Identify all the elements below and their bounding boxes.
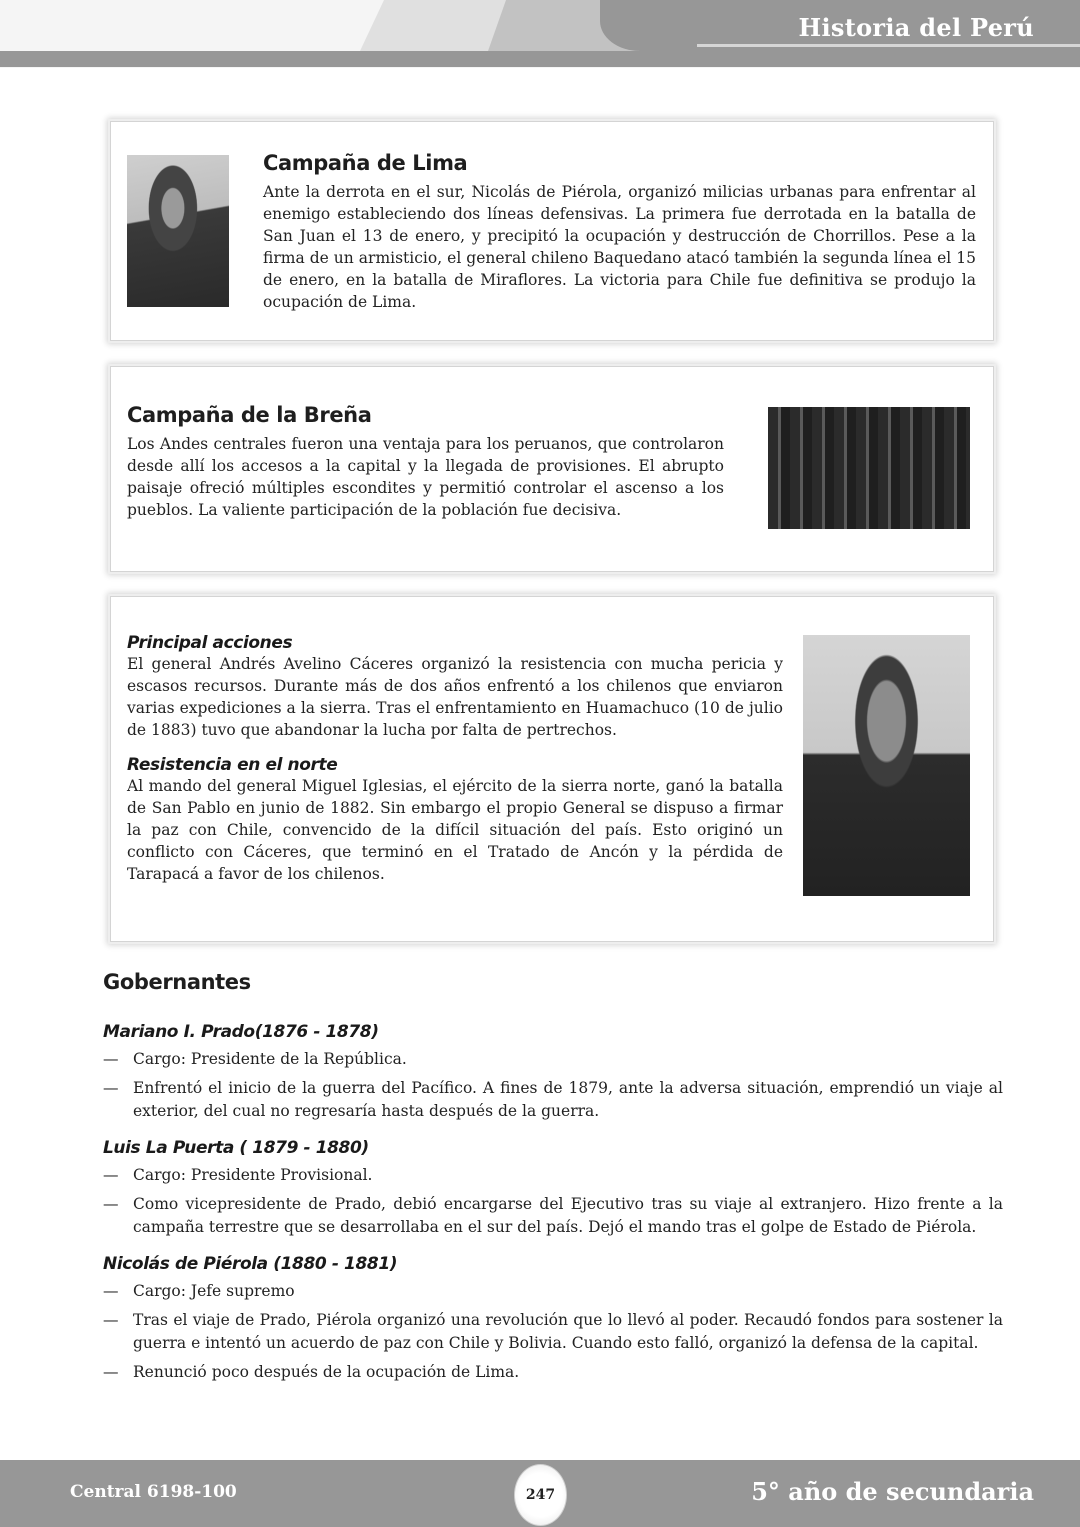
ruler-entry (103, 1022, 1003, 1123)
resistencia-norte-title: Resistencia en el norte (127, 755, 338, 775)
ruler-details (103, 1164, 1003, 1239)
dash-bullet-icon: — (103, 1050, 119, 1068)
campana-brena-title: Campaña de la Breña (127, 403, 372, 427)
list-item (103, 1164, 1003, 1187)
dash-bullet-icon: — (103, 1282, 119, 1300)
list-item-text: Cargo: Presidente Provisional. (133, 1166, 373, 1184)
ruler-entry (103, 1254, 1003, 1384)
page-header (0, 0, 1080, 68)
campana-lima-box (110, 121, 994, 341)
principal-acciones-text: El general Andrés Avelino Cáceres organizó la resistencia con mucha pericia y escasos recursos. Durante más de dos años enfrentó a los chilenos que enviaron varias expediciones a la sierra. Tras el enfrentamiento en Huamachuco (10 de julio de 1883) tuvo que abandonar la lucha por falta de pertrechos. (127, 655, 783, 739)
dash-bullet-icon: — (103, 1195, 119, 1213)
ruler-name: Mariano I. Prado(1876 - 1878) (103, 1022, 379, 1042)
campana-brena-text: Los Andes centrales fueron una ventaja para los peruanos, que controlaron desde allí los accesos a la capital y la llegada de provisiones. El abrupto paisaje ofreció múltiples escondites y permitió controlar el ascenso a los pueblos. La valiente participación de la población fue decisiva. (127, 435, 724, 519)
campana-lima-title: Campaña de Lima (263, 151, 468, 175)
dash-bullet-icon: — (103, 1079, 119, 1097)
list-item (103, 1309, 1003, 1355)
acciones-box (110, 596, 994, 942)
header-underline (697, 44, 1080, 47)
footer-grade: 5° año de secundaria (751, 1477, 1034, 1506)
page-number-badge (514, 1464, 567, 1526)
book-title: Historia del Perú (798, 13, 1034, 42)
gobernantes-title: Gobernantes (103, 970, 251, 994)
pierola-portrait-image (127, 155, 229, 307)
campana-brena-box (110, 366, 994, 572)
campana-lima-text: Ante la derrota en el sur, Nicolás de Piérola, organizó milicias urbanas para enfrentar al enemigo estableciendo dos líneas defensivas. La primera fue derrotada en la batalla de San Juan el 13 de enero, y precipitó la ocupación y destrucción de Chorrillos. Pese a la firma de un armisticio, el general chileno Baquedano atacó también la segunda línea el 15 de enero, en la batalla de Miraflores. La victoria para Chile fue definitiva se produjo la ocupación de Lima. (263, 183, 976, 311)
caceres-portrait-image (803, 635, 970, 896)
list-item-text: Como vicepresidente de Prado, debió encargarse del Ejecutivo tras su viaje al extranjero. Hizo frente a la campaña terrestre que se desarrollaba en el sur del país. Dejó el mando tras el golpe de Estado de Piérola. (133, 1195, 1003, 1236)
dash-bullet-icon: — (103, 1311, 119, 1329)
list-item-text: Enfrentó el inicio de la guerra del Pacífico. A fines de 1879, ante la adversa situación, emprendió un viaje al exterior, del cual no regresaría hasta después de la guerra. (133, 1079, 1003, 1120)
principal-acciones-title: Principal acciones (127, 633, 293, 653)
footer-phone: Central 6198-100 (70, 1482, 237, 1502)
header-band (0, 51, 1080, 67)
dash-bullet-icon: — (103, 1166, 119, 1184)
list-item-text: Tras el viaje de Prado, Piérola organizó una revolución que lo llevó al poder. Recaudó fondos para sostener la guerra e intentó un acuerdo de paz con Chile y Bolivia. Cuando esto falló, organizó la defensa de la capital. (133, 1311, 1003, 1352)
ruler-entry (103, 1138, 1003, 1239)
page-number: 247 (525, 1487, 556, 1503)
ruler-name: Nicolás de Piérola (1880 - 1881) (103, 1254, 398, 1274)
dash-bullet-icon: — (103, 1363, 119, 1381)
ruler-details (103, 1048, 1003, 1123)
resistencia-norte-text: Al mando del general Miguel Iglesias, el ejército de la sierra norte, ganó la batalla de San Pablo en junio de 1882. Sin embargo el propio General se dispuso a firmar la paz con Chile, convencido de la difícil situación del país. Esto originó un conflicto con Cáceres, que terminó en el Tratado de Ancón y la pérdida de Tarapacá a favor de los chilenos. (127, 777, 783, 883)
list-item-text: Cargo: Presidente de la República. (133, 1050, 407, 1068)
list-item (103, 1193, 1003, 1239)
ruler-details (103, 1280, 1003, 1384)
list-item (103, 1048, 1003, 1071)
ruler-name: Luis La Puerta ( 1879 - 1880) (103, 1138, 369, 1158)
list-item-text: Cargo: Jefe supremo (133, 1282, 295, 1300)
list-item (103, 1077, 1003, 1123)
group-photo-image (768, 407, 970, 529)
list-item-text: Renunció poco después de la ocupación de Lima. (133, 1363, 520, 1381)
list-item (103, 1280, 1003, 1303)
list-item (103, 1361, 1003, 1384)
page-footer (0, 1460, 1080, 1527)
gobernantes-section (103, 970, 1003, 1399)
